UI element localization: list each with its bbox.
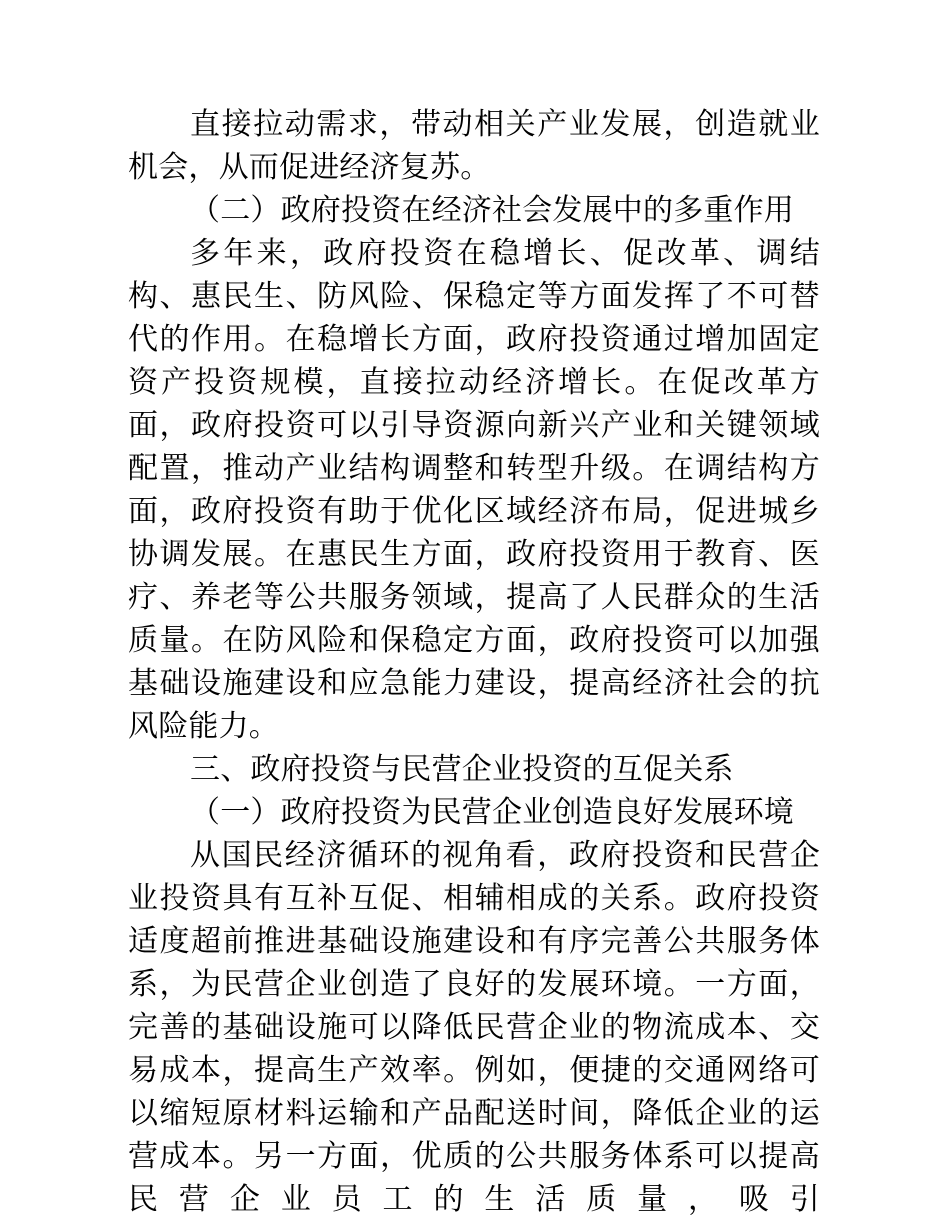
paragraph-development-environment: 从国民经济循环的视角看，政府投资和民营企业投资具有互补互促、相辅相成的关系。政府投资适度超前推进基础设施建设和有序完善公共服务体系，为民营企业创造了良好的发展环境。一方面，完善的基础设施可以降低民营企业的物流成本、交易成本，提高生产效率。例如，便捷的交通网络可以缩短原材料运输和产品配送时间，降低企业的运营成本。另一方面，优质的公共服务体系可以提高民营企业员工的生活质量，吸引 [128,839,820,1216]
paragraph-multiple-roles: 多年来，政府投资在稳增长、促改革、调结构、惠民生、防风险、保稳定等方面发挥了不可替代的作用。在稳增长方面，政府投资通过增加固定资产投资规模，直接拉动经济增长。在促改革方面，政府投资可以引导资源向新兴产业和关键领域配置，推动产业结构调整和转型升级。在调结构方面，政府投资有助于优化区域经济布局，促进城乡协调发展。在惠民生方面，政府投资用于教育、医疗、养老等公共服务领域，提高了人民群众的生活质量。在防风险和保稳定方面，政府投资可以加强基础设施建设和应急能力建设，提高经济社会的抗风险能力。 [128,237,820,743]
paragraph-economic-recovery: 直接拉动需求，带动相关产业发展，创造就业机会，从而促进经济复苏。 [128,108,820,184]
page-text-column [128,103,820,1230]
heading-section-3-1: （一）政府投资为民营企业创造良好发展环境 [190,796,794,829]
heading-section-2-2: （二）政府投资在经济社会发展中的多重作用 [190,194,794,227]
heading-section-3: 三、政府投资与民营企业投资的互促关系 [190,753,734,786]
